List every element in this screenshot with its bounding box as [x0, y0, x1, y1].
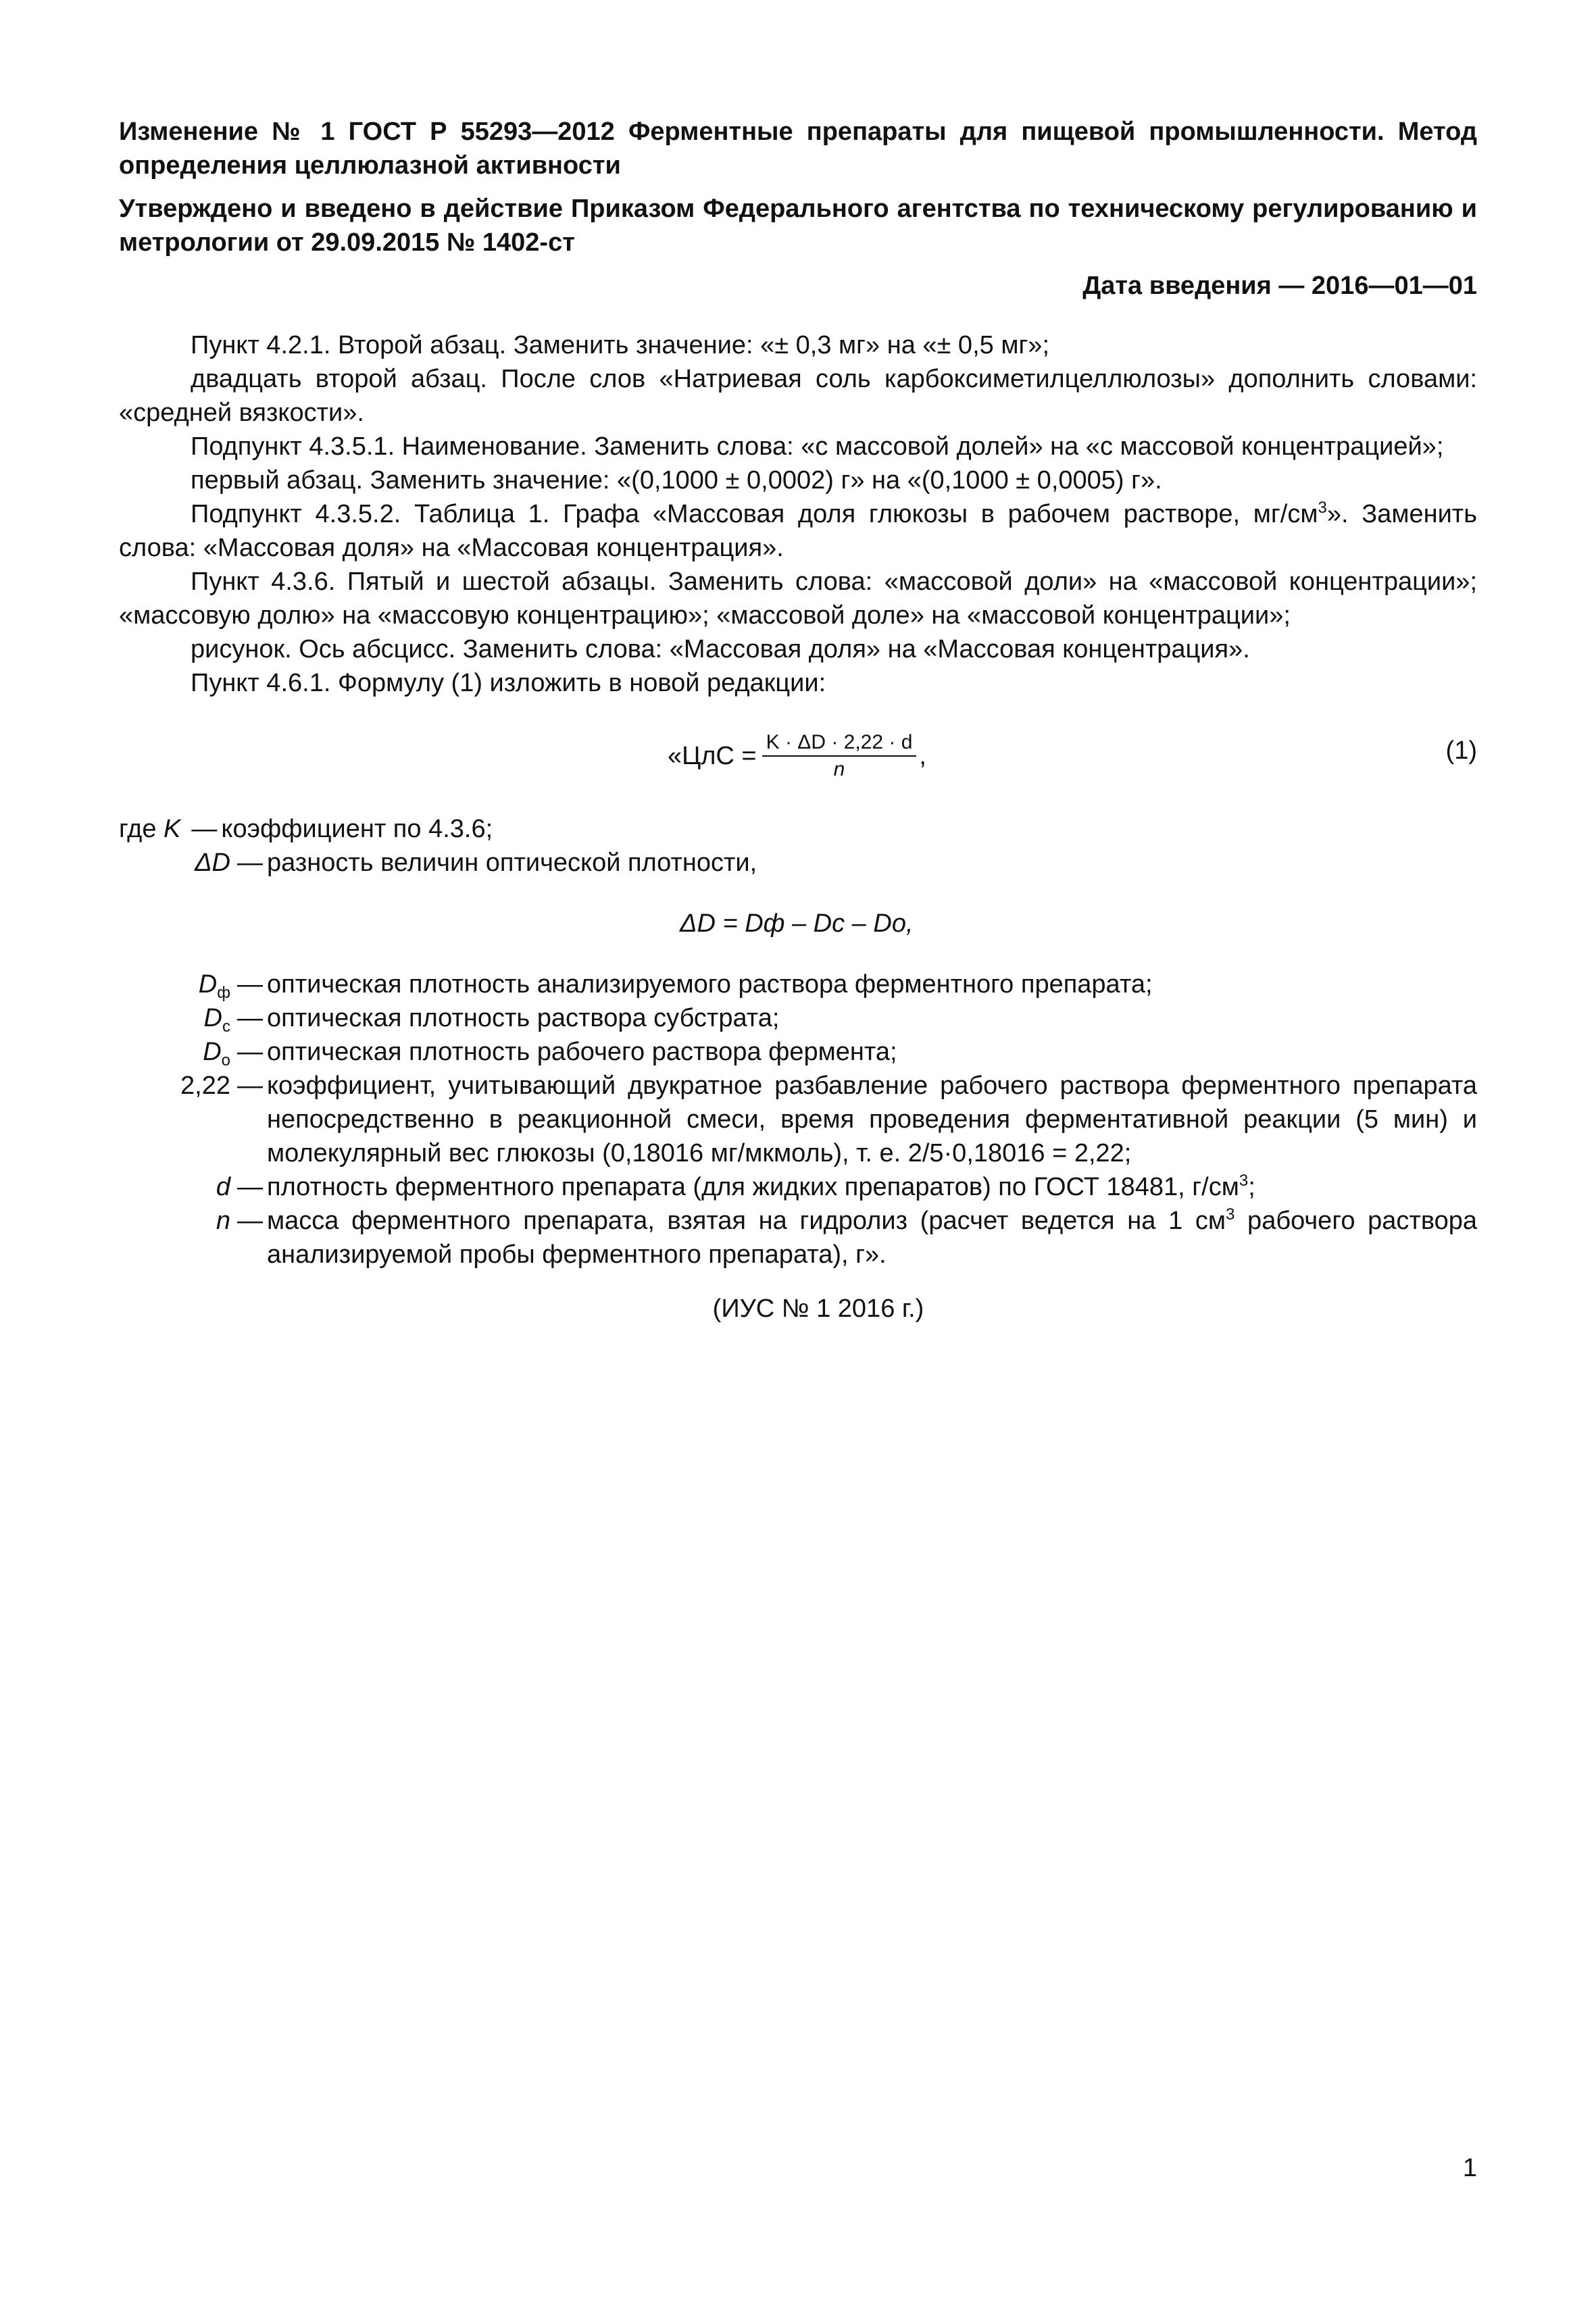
paragraph-4-3-6: Пункт 4.3.6. Пятый и шестой абзацы. Заменить слова: «массовой доли» на «массовой концентрации»; «массовую долю» на «массовую концентрацию»; «массовой доле» на «массовой концентрации»;: [119, 568, 1477, 630]
symbol-d-f: [119, 967, 233, 1001]
symbol-d-o: [119, 1035, 233, 1069]
delta-d-formula-text: ΔD = Dф – Dс – Dо,: [680, 909, 914, 938]
formula-denominator: n: [833, 758, 845, 780]
paragraph-4-3-5-2: [119, 497, 1477, 565]
def-dash: —: [237, 1004, 263, 1032]
delta-d-formula: [119, 907, 1477, 940]
density-text-b: ;: [1248, 1173, 1255, 1201]
paragraph-first-abzac: первый абзац. Заменить значение: «(0,1000 ± 0,0002) г» на «(0,1000 ± 0,0005) г».: [191, 466, 1162, 495]
def-dash: —: [237, 1072, 263, 1100]
sub-f: ф: [217, 984, 230, 1002]
def-mass-text: [267, 1204, 1477, 1272]
paragraph-22nd: двадцать второй абзац. После слов «Натриевая соль карбоксиметилцеллюлозы» дополнить словами: «средней вязкости».: [119, 365, 1477, 427]
sub-o: о: [221, 1051, 230, 1070]
paragraph-4-3-5-2-b: ». Заменить слова: «Массовая доля» на «Массовая концентрация».: [119, 500, 1477, 562]
n-lower: n: [216, 1207, 230, 1235]
def-dash: —: [237, 849, 263, 877]
def-coefficient-text: коэффициент, учитывающий двукратное разбавление рабочего раствора ферментного препарата непосредственно в реакционной смеси, время проведения ферментативной реакции (5 мин) и молекулярный вес глюкозы (0,18016 мг/мкмоль), т. е. 2/5·0,18016 = 2,22;: [267, 1072, 1477, 1167]
sub-c: с: [222, 1017, 230, 1036]
def-dash: —: [237, 1207, 263, 1235]
def-d-c-text: оптическая плотность раствора субстрата;: [267, 1004, 780, 1032]
superscript-3: 3: [1226, 1205, 1235, 1224]
def-delta-d: [119, 846, 1477, 880]
symbol-d: [119, 1170, 233, 1204]
where-word: где: [119, 815, 157, 843]
def-k: [119, 812, 1477, 846]
def-density: [119, 1170, 1477, 1204]
def-delta-d-text: разность величин оптической плотности,: [267, 849, 757, 877]
def-d-f: [119, 967, 1477, 1001]
def-k-text: коэффициент по 4.3.6;: [221, 815, 493, 843]
def-mass: [119, 1204, 1477, 1272]
def-coefficient: [119, 1069, 1477, 1170]
def-where: [119, 812, 187, 846]
d-symbol: D: [203, 1004, 222, 1032]
page-number: 1: [1462, 2154, 1477, 2182]
def-density-text: [267, 1170, 1477, 1204]
d-symbol: D: [203, 1038, 222, 1066]
delta-d: ΔD: [195, 849, 230, 877]
superscript-3: 3: [1239, 1172, 1249, 1190]
def-dash: —: [237, 1173, 263, 1201]
mass-text-a: масса ферментного препарата, взятая на гидролиз (расчет ведется на 1 см: [267, 1207, 1226, 1235]
mass-text-b: рабочего раствора анализируемой пробы ферментного препарата), г».: [267, 1207, 1477, 1269]
def-d-o-text: оптическая плотность рабочего раствора фермента;: [267, 1038, 897, 1066]
formula-number: (1): [1445, 736, 1477, 765]
definitions-list: [119, 812, 1477, 1272]
d-symbol: D: [198, 970, 218, 999]
formula-lhs: «ЦлС =: [668, 742, 757, 770]
superscript-3: 3: [1318, 499, 1327, 517]
formula-numerator: K · ΔD · 2,22 · d: [762, 730, 917, 757]
formula-tail: ,: [919, 742, 926, 770]
ius-reference: (ИУС № 1 2016 г.): [712, 1294, 924, 1323]
paragraph-4-2-1: Пункт 4.2.1. Второй абзац. Заменить значение: «± 0,3 мг» на «± 0,5 мг»;: [191, 331, 1049, 359]
def-dash: —: [237, 970, 263, 999]
def-d-f-text: оптическая плотность анализируемого раствора ферментного препарата;: [267, 970, 1153, 999]
approval-statement: Утверждено и введено в действие Приказом Федерального агентства по техническому регулированию и метрологии от 29.09.2015 № 1402-ст: [119, 195, 1477, 257]
symbol-delta-d: [119, 846, 233, 880]
symbol-k: K: [164, 815, 181, 843]
symbol-d-c: [119, 1001, 233, 1035]
formula-fraction: [762, 730, 917, 782]
paragraph-figure: рисунок. Ось абсцисс. Заменить слова: «Массовая доля» на «Массовая концентрация».: [191, 635, 1250, 663]
density-text-a: плотность ферментного препарата (для жидких препаратов) по ГОСТ 18481, г/см: [267, 1173, 1239, 1201]
def-d-o: [119, 1035, 1477, 1069]
amendment-body: [119, 328, 1477, 1326]
paragraph-4-3-5-2-a: Подпункт 4.3.5.2. Таблица 1. Графа «Массовая доля глюкозы в рабочем растворе, мг/см: [191, 500, 1318, 528]
effective-date: Дата введения — 2016—01—01: [1082, 272, 1477, 300]
symbol-n: [119, 1204, 233, 1272]
def-dash: —: [237, 1038, 263, 1066]
paragraph-4-6-1: Пункт 4.6.1. Формулу (1) изложить в новой редакции:: [191, 669, 826, 697]
def-dash: —: [191, 815, 218, 843]
symbol-2-22: 2,22: [180, 1072, 230, 1100]
formula-1: [668, 730, 926, 782]
formula-1-row: [119, 720, 1477, 795]
d-lower: d: [216, 1173, 230, 1201]
def-d-c: [119, 1001, 1477, 1035]
document-title: Изменение № 1 ГОСТ Р 55293—2012 Ферментные препараты для пищевой промышленности. Метод определения целлюлазной активности: [119, 118, 1477, 180]
paragraph-4-3-5-1: Подпункт 4.3.5.1. Наименование. Заменить слова: «с массовой долей» на «с массовой концентрацией»;: [191, 432, 1444, 461]
document-page: [119, 115, 1477, 1351]
